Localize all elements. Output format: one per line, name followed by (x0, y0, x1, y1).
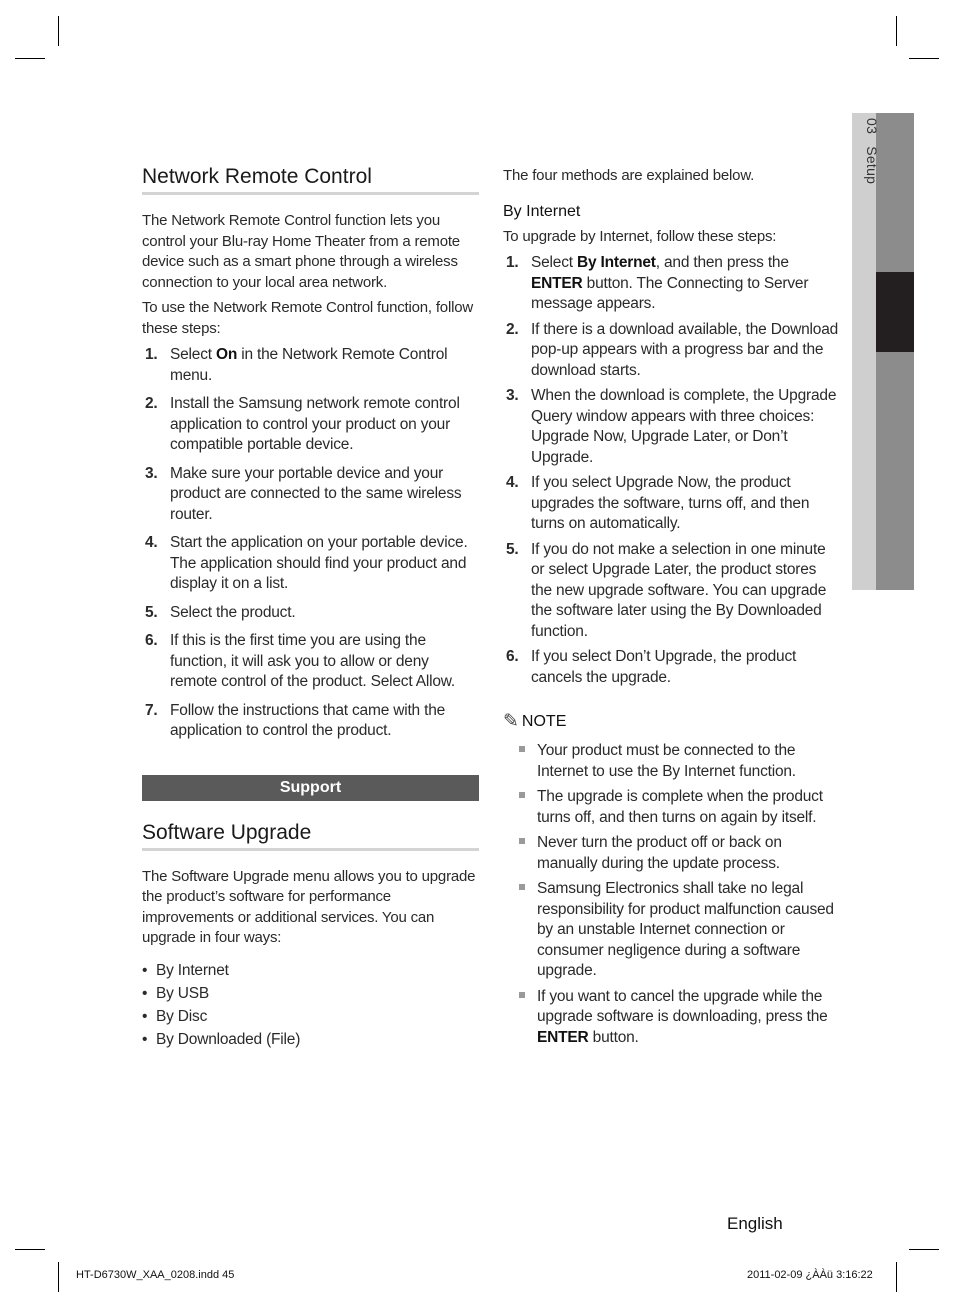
square-bullet-icon (519, 992, 525, 998)
list-item: • By Disc (142, 1005, 479, 1028)
crop-mark (15, 58, 45, 59)
note-text: If you want to cancel the upgrade while the upgrade software is downloading, press the (537, 987, 828, 1025)
step-item (142, 533, 479, 595)
step-bold: On (216, 346, 238, 363)
step-text: Start the application on your portable device. The application should find your product and display it on a list. (170, 534, 468, 592)
slug-timestamp: 2011-02-09 ¿ÀÀü 3:16:22 (747, 1269, 873, 1281)
chapter-tab-label (864, 118, 880, 196)
step-text: in the Network Remote Control menu. (170, 346, 448, 384)
step-number: 3. (506, 387, 519, 404)
step-item (142, 464, 479, 526)
crop-mark (909, 1249, 939, 1250)
nrc-howto: To use the Network Remote Control function, follow these steps: (142, 299, 473, 337)
step-number: 1. (145, 346, 158, 363)
step-text: If you select Upgrade Now, the product upgrades the software, turns off, and then turns on automatically. (531, 474, 810, 532)
step-text: Select (170, 346, 216, 363)
step-item (503, 320, 839, 382)
crop-mark (896, 16, 897, 46)
crop-mark (909, 58, 939, 59)
step-number: 6. (506, 648, 519, 665)
step-text: If you do not make a selection in one minute or select Upgrade Later, the product stores the new upgrade software. You can upgrade the software later using the By Downloaded function. (531, 540, 827, 640)
methods-intro: The four methods are explained below. (503, 167, 755, 184)
left-column (142, 165, 479, 1051)
note-text: button. (588, 1028, 639, 1046)
step-text: , and then press the (655, 254, 789, 271)
step-item (503, 253, 839, 315)
crop-mark (896, 1262, 897, 1292)
footer-language: English (727, 1214, 783, 1233)
internet-steps (503, 253, 839, 688)
section-title-software-upgrade: Software Upgrade (142, 821, 479, 851)
crop-mark (58, 1262, 59, 1292)
step-bold: ENTER (531, 274, 583, 292)
step-text: Select (531, 254, 577, 271)
step-number: 7. (145, 701, 158, 719)
step-text: button. The Connecting to Server message appears. (531, 274, 809, 312)
note-text: Samsung Electronics shall take no legal responsibility for product malfunction caused by an unstable Internet connection or consumer negligence during a software upgrade. (537, 880, 834, 979)
note-bold: ENTER (537, 1028, 589, 1046)
square-bullet-icon (519, 746, 525, 752)
crop-mark (58, 16, 59, 46)
nrc-steps (142, 345, 479, 742)
step-number: 5. (506, 540, 519, 558)
step-item (142, 603, 479, 624)
by-internet-heading: By Internet (503, 202, 581, 220)
notes-list (503, 741, 839, 1048)
square-bullet-icon (519, 884, 525, 890)
step-bold: By Internet (577, 254, 656, 271)
step-item (142, 631, 479, 693)
step-item (503, 540, 839, 643)
step-number: 2. (145, 395, 158, 412)
support-section-bar: Support (142, 775, 479, 801)
note-text: Never turn the product off or back on manually during the update process. (537, 834, 782, 872)
square-bullet-icon (519, 838, 525, 844)
nrc-intro: The Network Remote Control function lets you control your Blu-ray Home Theater from a remote device such as a smart phone through a wireless connection to your local area network. (142, 212, 460, 291)
step-item (503, 473, 839, 535)
note-text: The upgrade is complete when the product turns off, and then turns on again by itself. (537, 788, 823, 826)
step-item (503, 386, 839, 468)
chapter-number: 03 (864, 118, 880, 135)
step-text: If there is a download available, the Download pop-up appears with a progress bar and the download starts. (531, 320, 839, 379)
step-number: 2. (506, 320, 519, 338)
section-title-network-remote-control: Network Remote Control (142, 165, 479, 195)
step-number: 1. (506, 254, 519, 271)
step-item (142, 394, 479, 456)
note-item (503, 987, 839, 1049)
step-number: 4. (506, 474, 519, 491)
step-number: 3. (145, 464, 158, 482)
note-text: Your product must be connected to the Internet to use the By Internet function. (537, 742, 796, 780)
list-item: • By Internet (142, 959, 479, 982)
by-internet-intro: To upgrade by Internet, follow these steps: (503, 227, 777, 245)
step-text: Select the product. (170, 603, 296, 621)
step-number: 6. (145, 632, 158, 649)
note-item (503, 833, 839, 874)
step-item (142, 345, 479, 386)
upgrade-ways-list (142, 959, 479, 1051)
pencil-icon: ✎ (503, 711, 519, 732)
note-label: NOTE (521, 712, 567, 730)
step-text: When the download is complete, the Upgrade Query window appears with three choices: Upgrade Now, Upgrade Later, or Don’t Upgrade. (531, 387, 837, 466)
note-heading (503, 710, 839, 733)
step-item (503, 647, 839, 688)
note-item (503, 741, 839, 782)
chapter-name: Setup (864, 146, 880, 185)
step-item (142, 701, 479, 742)
step-text: Install the Samsung network remote control application to control your product on your compatible portable device. (170, 395, 460, 453)
step-text: If you select Don’t Upgrade, the product cancels the upgrade. (531, 648, 797, 686)
chapter-tab-marker (876, 272, 914, 352)
step-text: If this is the first time you are using the function, it will ask you to allow or deny remote control of the product. Select Allow. (170, 632, 455, 690)
list-item: • By Downloaded (File) (142, 1028, 479, 1051)
step-text: Follow the instructions that came with the application to control the product. (170, 701, 446, 739)
step-number: 4. (145, 534, 158, 551)
step-number: 5. (145, 603, 158, 621)
note-item (503, 879, 839, 982)
crop-mark (15, 1249, 45, 1250)
su-intro: The Software Upgrade menu allows you to upgrade the product’s software for performance improvements or additional services. You can upgrade in four ways: (142, 867, 476, 946)
list-item: • By USB (142, 982, 479, 1005)
square-bullet-icon (519, 792, 525, 798)
right-column (503, 166, 839, 1053)
step-text: Make sure your portable device and your product are connected to the same wireless router. (170, 464, 462, 523)
slug-filename: HT-D6730W_XAA_0208.indd 45 (76, 1269, 235, 1281)
note-item (503, 787, 839, 828)
